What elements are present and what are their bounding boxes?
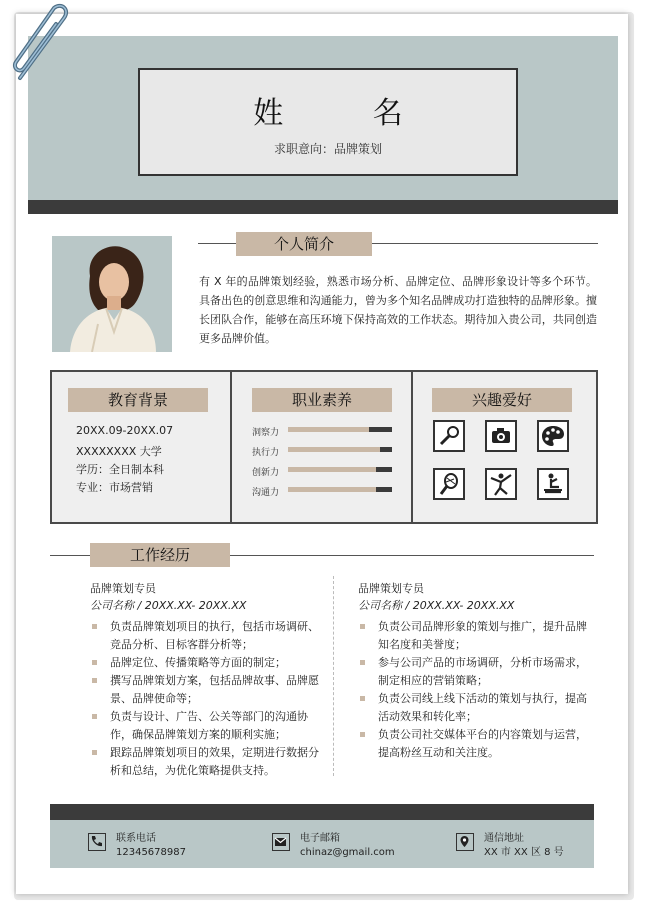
education-period: 20XX.09-20XX.07 [76, 424, 174, 437]
skill-bar-fill [288, 467, 376, 472]
location-pin-icon [456, 833, 474, 851]
skill-bar-fill [288, 447, 380, 452]
work-entry-2 [358, 580, 593, 762]
phone-icon [88, 833, 106, 851]
contact-footer [50, 820, 594, 868]
microphone-icon [433, 420, 465, 452]
email-address: chinaz@gmail.com [300, 847, 395, 858]
skill-bar-fill [288, 487, 376, 492]
education-school: XXXXXXXX 大学 [76, 445, 162, 458]
phone-number: 12345678987 [116, 847, 186, 858]
duty-item: 负责公司品牌形象的策划与推广，提升品牌知名度和美誉度； [358, 618, 593, 654]
job-company: 公司名称 / 20XX.XX- 20XX.XX [358, 599, 515, 612]
hobbies-section-title: 兴趣爱好 [432, 388, 572, 412]
work-section-title: 工作经历 [90, 543, 230, 567]
skill-bar-track [288, 487, 392, 492]
job-position: 品牌策划专员 [90, 582, 156, 595]
job-objective: 求职意向：品牌策划 [273, 142, 382, 156]
skill-label: 执行力 [252, 448, 280, 458]
duty-item: 参与公司产品的市场调研，分析市场需求，制定相应的营销策略； [358, 654, 593, 690]
dance-icon [485, 468, 517, 500]
header-band [28, 36, 618, 201]
panel-divider [411, 372, 413, 522]
duty-item: 负责品牌策划项目的执行，包括市场调研、竞品分析、目标客群分析等； [90, 618, 325, 654]
header-divider-bar [28, 200, 618, 214]
avatar [52, 236, 172, 352]
tennis-icon [433, 468, 465, 500]
skill-label: 创新力 [252, 468, 280, 478]
duty-item: 撰写品牌策划方案，包括品牌故事、品牌愿景、品牌使命等； [90, 672, 325, 708]
fitness-icon [537, 468, 569, 500]
duty-item: 负责与设计、广告、公关等部门的沟通协作，确保品牌策划方案的顺利实施； [90, 708, 325, 744]
resume-page [16, 14, 628, 894]
education-section-title: 教育背景 [68, 388, 208, 412]
work-entry-1 [90, 580, 325, 780]
job-duties [358, 618, 593, 762]
skill-bar-track [288, 427, 392, 432]
skills-section-title: 职业素养 [252, 388, 392, 412]
candidate-name: 姓 名 [253, 96, 443, 131]
job-duties [90, 618, 325, 780]
skill-label: 洞察力 [252, 428, 280, 438]
email-label: 电子邮箱 [300, 833, 340, 844]
skill-bar-fill [288, 427, 369, 432]
phone-label: 联系电话 [116, 833, 156, 844]
duty-item: 负责公司线上线下活动的策划与执行，提高活动效果和转化率； [358, 690, 593, 726]
panel-divider [230, 372, 232, 522]
work-column-divider [333, 576, 334, 776]
camera-icon [485, 420, 517, 452]
paperclip-icon [6, 0, 80, 86]
job-company: 公司名称 / 20XX.XX- 20XX.XX [90, 599, 247, 612]
education-degree: 学历：全日制本科 [76, 463, 164, 476]
job-position: 品牌策划专员 [358, 582, 424, 595]
mail-icon [272, 833, 290, 851]
address-label: 通信地址 [484, 833, 524, 844]
education-major: 专业：市场营销 [76, 481, 153, 494]
skill-bar-track [288, 467, 392, 472]
address-value: XX 市 XX 区 8 号 [484, 847, 564, 858]
palette-icon [537, 420, 569, 452]
duty-item: 跟踪品牌策划项目的效果，定期进行数据分析和总结，为优化策略提供支持。 [90, 744, 325, 780]
profile-summary: 有 X 年的品牌策划经验，熟悉市场分析、品牌定位、品牌形象设计等多个环节。具备出色的创意思维和沟通能力，曾为多个知名品牌成功打造独特的品牌形象。擅长团队合作，能够在高压环境下保持高效的工作状态。期待加入贵公司，共同创造更多品牌价值。 [199, 275, 597, 345]
skill-label: 沟通力 [252, 488, 280, 498]
duty-item: 负责公司社交媒体平台的内容策划与运营，提高粉丝互动和关注度。 [358, 726, 593, 762]
skill-bar-track [288, 447, 392, 452]
name-box [138, 68, 518, 176]
footer-divider-bar [50, 804, 594, 820]
profile-section-title: 个人简介 [236, 232, 372, 256]
duty-item: 品牌定位、传播策略等方面的制定； [90, 654, 325, 672]
